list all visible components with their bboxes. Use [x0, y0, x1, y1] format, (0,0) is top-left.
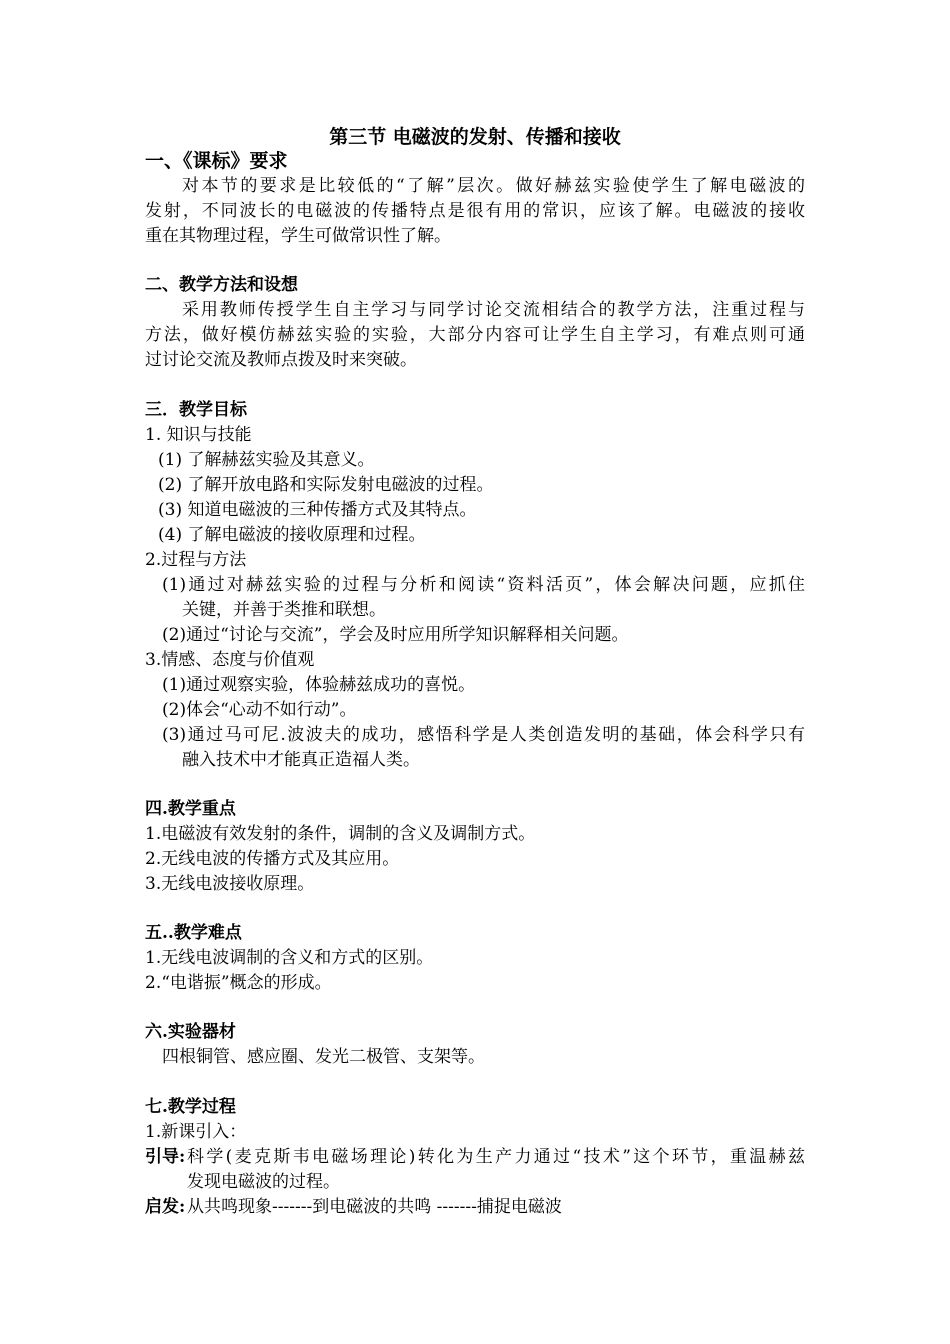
- section-heading-objectives: 三．教学目标: [145, 400, 247, 420]
- document-title: 第三节 电磁波的发射、传播和接收: [329, 126, 621, 148]
- list-item-continuation: 融入技术中才能真正造福人类。: [182, 750, 420, 770]
- list-item: 2.“电谐振”概念的形成。: [145, 973, 332, 993]
- list-item: (1)通过观察实验，体验赫兹成功的喜悦。: [162, 675, 476, 695]
- list-item: (2)通过“讨论与交流”，学会及时应用所学知识解释相关问题。: [162, 625, 629, 645]
- lead-text: 科学(麦克斯韦电磁场理论)转化为生产力通过“技术”这个环节，重温赫兹: [187, 1147, 805, 1167]
- subheading-process: 2.过程与方法: [145, 550, 247, 570]
- section-heading-equipment: 六.实验器材: [145, 1022, 236, 1042]
- list-item: 1.新课引入：: [145, 1122, 247, 1142]
- section-heading-method: 二、教学方法和设想: [145, 275, 298, 295]
- section-heading-process: 七.教学过程: [145, 1097, 236, 1117]
- subheading-knowledge: 1. 知识与技能: [145, 425, 252, 445]
- list-item: (1)通过对赫兹实验的过程与分析和阅读“资料活页”，体会解决问题，应抓住: [162, 575, 805, 595]
- list-item: 2.无线电波的传播方式及其应用。: [145, 849, 400, 869]
- list-item: (4) 了解电磁波的接收原理和过程。: [158, 525, 426, 545]
- section-heading-key-points: 四.教学重点: [145, 799, 236, 819]
- section-heading-difficulties: 五..教学难点: [145, 923, 242, 943]
- list-item: (3)通过马可尼.波波夫的成功，感悟科学是人类创造发明的基础，体会科学只有: [162, 725, 805, 745]
- paragraph-line: 重在其物理过程，学生可做常识性了解。: [145, 226, 451, 246]
- list-item: 3.无线电波接收原理。: [145, 874, 315, 894]
- list-item: (1) 了解赫兹实验及其意义。: [158, 450, 375, 470]
- list-item: (2)体会“心动不如行动”。: [162, 700, 357, 720]
- list-item: 1.电磁波有效发射的条件，调制的含义及调制方式。: [145, 824, 536, 844]
- paragraph-line: 对本节的要求是比较低的“了解”层次。做好赫兹实验使学生了解电磁波的: [182, 176, 805, 196]
- list-item-continuation: 关键，并善于类推和联想。: [182, 600, 386, 620]
- section-heading-standards: 一、《课标》要求: [145, 150, 288, 172]
- lead-label: 引导:: [145, 1147, 186, 1167]
- paragraph-line: 发射，不同波长的电磁波的传播特点是很有用的常识，应该了解。电磁波的接收: [145, 201, 805, 221]
- list-item: 1.无线电波调制的含义和方式的区别。: [145, 948, 434, 968]
- inspire-label: 启发:: [145, 1197, 186, 1217]
- lead-text-continuation: 发现电磁波的过程。: [187, 1172, 340, 1192]
- paragraph-line: 过讨论交流及教师点拨及时来突破。: [145, 350, 417, 370]
- paragraph-line: 方法，做好模仿赫兹实验的实验，大部分内容可让学生自主学习，有难点则可通: [145, 325, 805, 345]
- inspire-text: 从共鸣现象-------到电磁波的共鸣 -------捕捉电磁波: [187, 1197, 562, 1217]
- list-item: 四根铜管、感应圈、发光二极管、支架等。: [162, 1047, 485, 1067]
- paragraph-line: 采用教师传授学生自主学习与同学讨论交流相结合的教学方法，注重过程与: [182, 300, 805, 320]
- list-item: (3) 知道电磁波的三种传播方式及其特点。: [158, 500, 477, 520]
- list-item: (2) 了解开放电路和实际发射电磁波的过程。: [158, 475, 494, 495]
- subheading-emotion: 3.情感、态度与价值观: [145, 650, 315, 670]
